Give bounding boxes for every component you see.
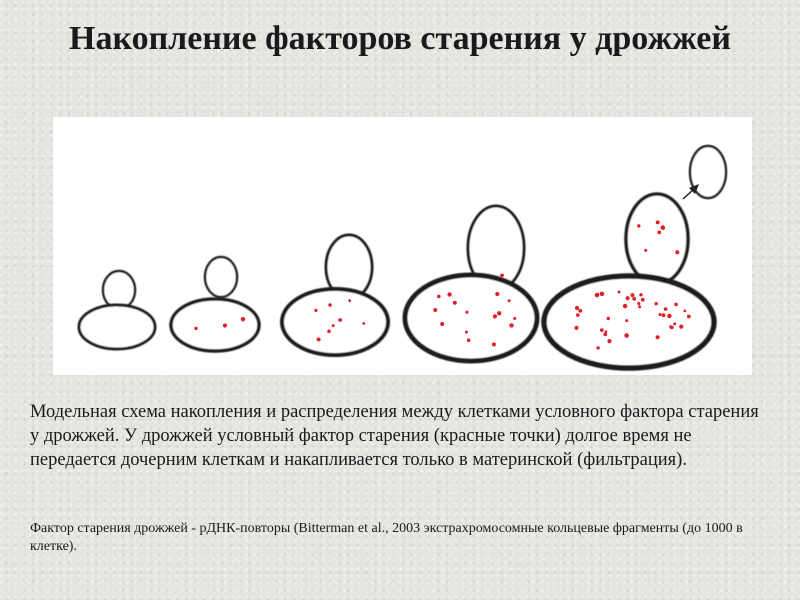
aging-factor-dot <box>497 311 501 315</box>
aging-factor-dot <box>433 308 437 312</box>
aging-factor-dot <box>328 303 332 307</box>
aging-factor-dot <box>194 327 197 330</box>
aging-factor-dot <box>603 333 607 337</box>
aging-factor-dot <box>595 293 600 298</box>
aging-factor-dot <box>348 299 351 302</box>
aging-factor-dot <box>657 231 661 235</box>
aging-factor-dot <box>661 225 666 230</box>
slide-title: Накопление факторов старения у дрожжей <box>69 20 731 57</box>
aging-factor-dot <box>641 298 645 302</box>
aging-factor-dot <box>362 322 365 325</box>
aging-factor-dot <box>675 250 679 254</box>
aging-factor-dot <box>241 317 245 321</box>
diagram-caption: Модельная схема накопления и распределения между клетками условного фактора старения у дрожжей. У дрожжей условный фактор старения (красные точки) долгое время не передается дочерним клеткам и накапливается только в материнской (фильтрация). <box>30 402 759 470</box>
aging-factor-dot <box>437 295 441 299</box>
aging-factor-dot <box>683 310 686 313</box>
aging-factor-dot <box>447 292 451 296</box>
daughter-cell-1 <box>103 271 135 309</box>
aging-factor-dot <box>656 335 660 339</box>
aging-factor-dot <box>638 305 641 308</box>
aging-factor-dot <box>453 301 457 305</box>
yeast-cells-svg <box>53 117 752 375</box>
aging-factor-dot <box>631 293 635 297</box>
aging-factor-dot <box>607 339 611 343</box>
aging-factor-dot <box>500 274 504 278</box>
aging-factor-dot <box>607 317 610 320</box>
aging-factor-dot <box>659 313 662 316</box>
yeast-aging-diagram <box>53 117 752 375</box>
aging-factor-dot <box>578 309 582 313</box>
aging-factor-dot <box>467 338 471 342</box>
aging-factor-dot <box>513 317 516 320</box>
aging-factor-dot <box>626 296 630 300</box>
daughter-cell-2 <box>205 257 237 297</box>
aging-factor-dot <box>679 325 683 329</box>
mother-cell-2 <box>171 299 259 351</box>
aging-factor-dot <box>662 313 666 317</box>
aging-factor-dot <box>600 328 604 332</box>
aging-factor-dot <box>314 309 317 312</box>
aging-factor-dot <box>639 293 642 296</box>
aging-factor-dot <box>655 302 658 305</box>
aging-factor-dot <box>465 311 468 314</box>
aging-factor-dot <box>509 323 513 327</box>
aging-factor-dot <box>687 315 691 319</box>
aging-factor-footnote: Фактор старения дрожжей - рДНК-повторы (Bitterman et al., 2003 экстрахромосомные кольцевые фрагменты (до 1000 в клетке). <box>30 521 743 554</box>
aging-factor-dot <box>673 322 676 325</box>
aging-factor-dot <box>575 306 579 310</box>
aging-factor-dot <box>495 292 499 296</box>
aging-factor-dot <box>576 313 580 317</box>
aging-factor-dot <box>644 249 647 252</box>
aging-factor-dot <box>637 224 640 227</box>
aging-factor-dot <box>618 291 621 294</box>
aging-factor-dot <box>508 299 511 302</box>
mother-cell-1 <box>79 305 155 349</box>
aging-factor-dot <box>667 314 671 318</box>
aging-factor-dot <box>332 324 335 327</box>
aging-factor-dot <box>574 326 578 330</box>
aging-factor-dot <box>637 302 640 305</box>
aging-factor-dot <box>624 333 629 338</box>
aging-factor-dot <box>669 325 672 328</box>
aging-factor-dot <box>493 314 497 318</box>
mother-cell-3 <box>282 289 388 355</box>
aging-factor-dot <box>465 331 468 334</box>
aging-factor-dot <box>440 322 444 326</box>
aging-factor-dot <box>492 343 496 347</box>
mother-cell-5 <box>544 276 714 368</box>
aging-factor-dot <box>664 307 668 311</box>
aging-factor-dot <box>623 304 627 308</box>
aging-factor-dot <box>596 346 599 349</box>
aging-factor-dot <box>632 297 636 301</box>
mother-cell-4 <box>405 275 537 361</box>
aging-factor-dot <box>674 303 678 307</box>
aging-factor-dot <box>327 330 331 334</box>
aging-factor-dot <box>338 318 342 322</box>
daughter-cell-5 <box>626 194 688 284</box>
aging-factor-dot <box>223 323 227 327</box>
aging-factor-dot <box>656 220 660 224</box>
aging-factor-dot <box>600 292 605 297</box>
aging-factor-dot <box>317 338 321 342</box>
aging-factor-dot <box>625 319 628 322</box>
